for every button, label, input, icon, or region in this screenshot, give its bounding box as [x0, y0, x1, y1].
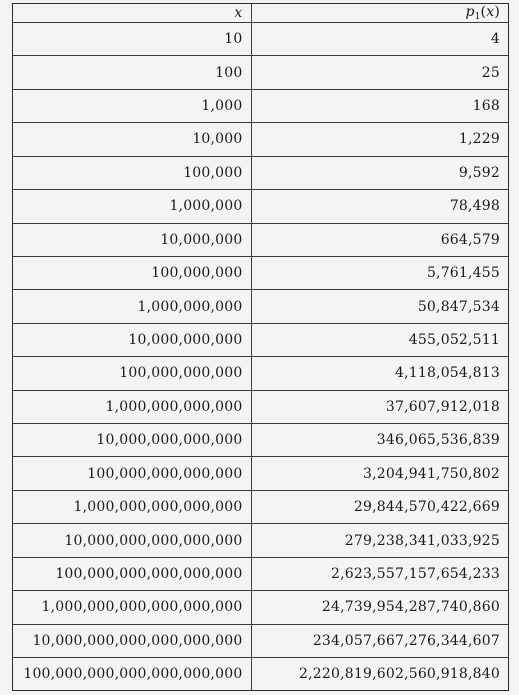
cell-prime-count: 50,847,534 [251, 290, 508, 323]
cell-prime-count: 279,238,341,033,925 [251, 524, 508, 557]
table-row [13, 357, 508, 390]
header-p-open-paren: ( [480, 4, 487, 20]
cell-x: 1,000,000 [13, 190, 251, 223]
header-x [13, 4, 251, 23]
table-row [13, 624, 508, 657]
table-row [13, 424, 508, 457]
cell-prime-count: 4,118,054,813 [251, 357, 508, 390]
cell-x: 1,000,000,000 [13, 290, 251, 323]
cell-prime-count: 24,739,954,287,740,860 [251, 591, 508, 624]
header-p [251, 4, 508, 23]
header-p-base: p [465, 4, 475, 20]
cell-x: 1,000,000,000,000 [13, 390, 251, 423]
table-row [13, 557, 508, 590]
cell-prime-count: 3,204,941,750,802 [251, 457, 508, 490]
cell-prime-count: 1,229 [251, 123, 508, 156]
cell-x: 10 [13, 23, 251, 56]
cell-prime-count: 664,579 [251, 223, 508, 256]
table-row [13, 56, 508, 89]
cell-prime-count: 29,844,570,422,669 [251, 490, 508, 523]
cell-prime-count: 2,623,557,157,654,233 [251, 557, 508, 590]
cell-x: 100,000 [13, 156, 251, 189]
header-p-subscript: 1 [474, 12, 481, 22]
table-row [13, 190, 508, 223]
cell-x: 10,000,000 [13, 223, 251, 256]
header-row [13, 4, 508, 23]
cell-x: 10,000,000,000,000 [13, 424, 251, 457]
header-p-close-paren: ) [494, 4, 500, 20]
cell-x: 100,000,000,000,000 [13, 457, 251, 490]
cell-prime-count: 455,052,511 [251, 323, 508, 356]
table-row [13, 23, 508, 56]
cell-prime-count: 5,761,455 [251, 256, 508, 289]
cell-prime-count: 9,592 [251, 156, 508, 189]
cell-x: 100,000,000,000,000,000 [13, 557, 251, 590]
table-row [13, 256, 508, 289]
table-row [13, 223, 508, 256]
table-row [13, 591, 508, 624]
prime-count-table [13, 4, 508, 690]
cell-x: 100,000,000,000 [13, 357, 251, 390]
cell-x: 100,000,000 [13, 256, 251, 289]
header-x-label: x [234, 5, 243, 21]
table-row [13, 490, 508, 523]
cell-prime-count: 25 [251, 56, 508, 89]
cell-prime-count: 168 [251, 89, 508, 122]
cell-prime-count: 4 [251, 23, 508, 56]
prime-count-table-container [12, 3, 509, 691]
table-row [13, 524, 508, 557]
cell-x: 10,000 [13, 123, 251, 156]
cell-x: 100 [13, 56, 251, 89]
cell-x: 100,000,000,000,000,000,000 [13, 658, 251, 690]
table-row [13, 89, 508, 122]
table-row [13, 123, 508, 156]
table-row [13, 390, 508, 423]
cell-x: 1,000 [13, 89, 251, 122]
table-row [13, 156, 508, 189]
cell-x: 10,000,000,000 [13, 323, 251, 356]
cell-prime-count: 2,220,819,602,560,918,840 [251, 658, 508, 690]
cell-prime-count: 346,065,536,839 [251, 424, 508, 457]
cell-prime-count: 78,498 [251, 190, 508, 223]
cell-prime-count: 234,057,667,276,344,607 [251, 624, 508, 657]
cell-x: 10,000,000,000,000,000 [13, 524, 251, 557]
header-p-var: x [486, 4, 495, 20]
table-row [13, 457, 508, 490]
cell-x: 1,000,000,000,000,000 [13, 490, 251, 523]
cell-prime-count: 37,607,912,018 [251, 390, 508, 423]
table-row [13, 658, 508, 690]
cell-x: 1,000,000,000,000,000,000 [13, 591, 251, 624]
table-row [13, 323, 508, 356]
cell-x: 10,000,000,000,000,000,000 [13, 624, 251, 657]
table-row [13, 290, 508, 323]
